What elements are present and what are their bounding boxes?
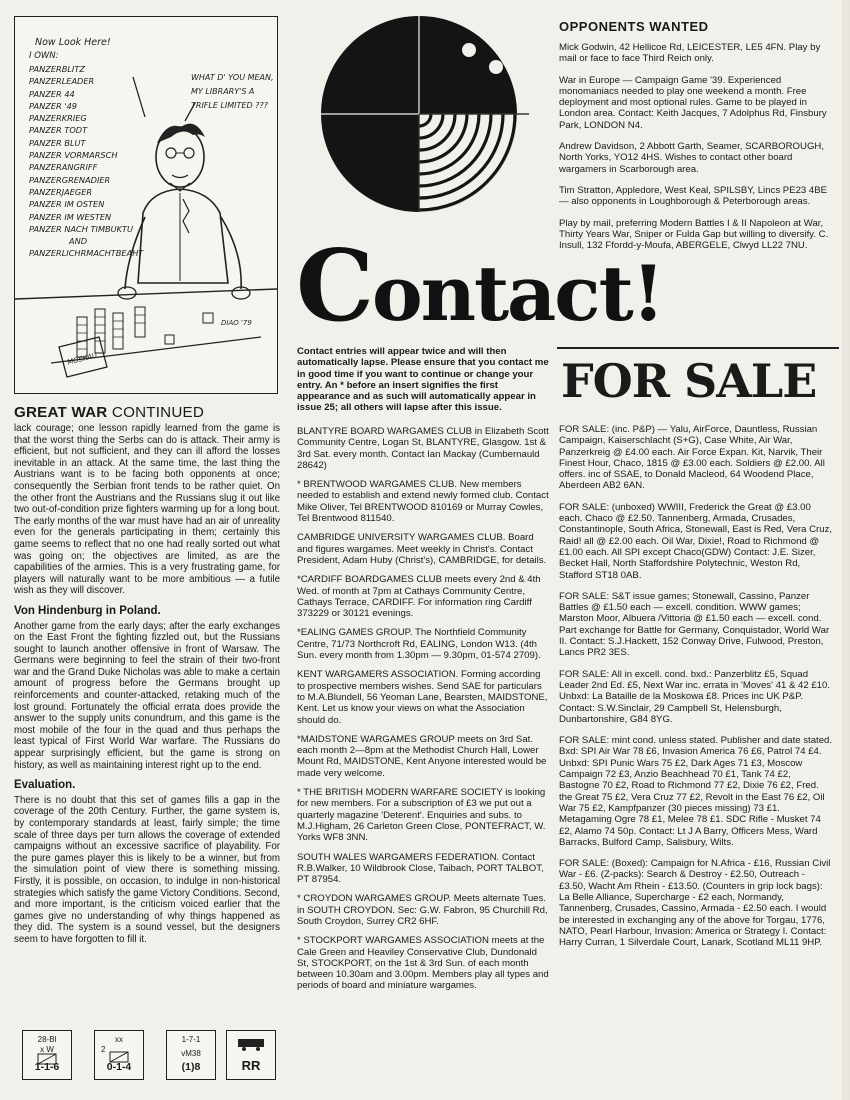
opponent-entry: Mick Godwin, 42 Hellicoe Rd, LEICESTER, LE5 4FN. Play by mail or face to face Third Reich only.	[559, 42, 821, 65]
cartoon-signature: DIAO '79	[221, 319, 252, 327]
cartoon-title-list	[29, 63, 143, 260]
for-sale-title: FOR SALE	[561, 354, 817, 408]
article-paragraph: There is no doubt that this set of games fills a gap in the coverage of the 20th Century. Further, the game system is, by contemporary standards at least, fairly simple; the time scale of three days per turn allows the coverage of extended campaigns without an excessive sacrifice of playability. For the pure games player this is likely to be a winner, but from the simulation point of view there is something missing. Firstly, it is possible, on occasion, to indulge in non-historical strategies which satisfy the game Victory Conditions. Second, and more important, is the criticism voiced earlier that the games give no understanding of why things happened as they did. The system is a sound vessel, but the designers seem to have forgotten to fill it.	[14, 794, 280, 945]
cartoon-title: PANZERLEADER	[29, 76, 95, 87]
for-sale-entry: FOR SALE: S&T issue games; Stonewall, Cassino, Panzer Battles @ £1.50 each — excell. condition. WWW games; Marston Moor, Albuera /Vittoria @ £1.50 each — excell. cond. Part exchange for Battle for Germany, Conquistador, World War II. Contact: S.J.Hackett, 152 Conway Drive, Fulwood, Preston, Lancs PR2 3ES.	[559, 590, 830, 659]
counter-top: xx	[115, 1035, 123, 1044]
cartoon-title: PANZER VORMARSCH	[29, 150, 118, 161]
counter-mid: x W	[40, 1045, 54, 1054]
section-divider	[557, 347, 839, 349]
counter-values: (1)8	[181, 1061, 201, 1073]
counter-values: 0-1-4	[106, 1061, 132, 1073]
great-war-article	[14, 423, 280, 955]
contact-entry: * STOCKPORT WARGAMES ASSOCIATION meets at the Cale Green and Heaviley Conservative Club, Dundonald St, STOCKPORT, on the 1st & 3rd Sun. of each month between 10.30am and 3.00pm. Members play all types and periods of board and miniature wargames.	[297, 935, 549, 992]
great-war-title-rest: CONTINUED	[107, 404, 204, 421]
contact-intro: Contact entries will appear twice and will then automatically lapse. Please ensure that you contact me in good time if you want to continue or change your entry. An * before an insert signifies the first appearance and as such will automatically appear in issue 25; all others will lapse after this issue.	[297, 346, 549, 414]
game-counter	[94, 1030, 144, 1080]
counter-examples	[14, 1030, 276, 1084]
contact-entry: CAMBRIDGE UNIVERSITY WARGAMES CLUB. Board and figures wargames. Meet weekly in Christ's. Contact President, Adam Huby (Christ's), CAMBRIDGE, for details.	[297, 532, 547, 566]
cartoon-title: PANZER TODT	[29, 125, 88, 136]
cartoon-heading: Now Look Here!	[35, 37, 111, 48]
opponent-entry: Andrew Davidson, 2 Abbott Garth, Seamer, SCARBOROUGH, North Yorks, YO12 4HS. Wishes to contact other board wargamers in Scarborough area.	[559, 141, 825, 175]
contact-entry: * CROYDON WARGAMES GROUP. Meets alternate Tues. in SOUTH CROYDON. Sec: G.W. Fabron, 95 Churchill Rd, South Croydon, Surrey CR2 6HF.	[297, 893, 548, 927]
cartoon-title: PANZER IM OSTEN	[29, 199, 105, 210]
cartoon-title: PANZER BLUT	[29, 137, 86, 148]
counter-mid: vM38	[181, 1049, 201, 1058]
counter-values: RR	[241, 1058, 261, 1073]
great-war-title	[14, 404, 276, 421]
contact-logo	[296, 229, 664, 344]
facing-page-edge	[842, 0, 850, 1100]
contact-logo-rest: ontact!	[372, 249, 664, 338]
contact-entry: * BRENTWOOD WARGAMES CLUB. New members needed to establish and extend newly formed club. Contact Mike Oliver, Tel BRENTWOOD 810169 or Murray Cowles, Tel Brentwood 811540.	[297, 479, 549, 525]
book-label: MOSKAU	[66, 351, 99, 367]
counter-top: 28-Bl	[37, 1035, 57, 1044]
cartoon-title: PANZERKRIEG	[29, 113, 87, 124]
for-sale-entry: FOR SALE: (unboxed) WWIII, Frederick the Great @ £3.00 each. Chaco @ £2.50. Tannenberg, Armada, Crusades, Constantinople, South Africa, Stonewall, East is Red, Vera Cruz, Raid! all @ £2.00 each. Oil War, Dixie!, Road to Richmond @ £1.00 each. All SPI except Chaco(GDW) Contact: J.E. Sizer, Becket Hall, North Staffordshire Polytechnic, Weston Rd, Stafford ST18 0AB.	[559, 501, 833, 581]
cartoon-illustration	[14, 16, 278, 394]
game-counter	[22, 1030, 72, 1080]
cartoon-title: PANZER 44	[29, 88, 75, 99]
great-war-title-bold: GREAT WAR	[14, 404, 108, 421]
train-icon	[236, 1037, 266, 1051]
cartoon-title: PANZERANGRIFF	[29, 162, 98, 173]
cartoon-title: PANZERBLITZ	[29, 64, 85, 74]
cartoon-own: I OWN:	[29, 51, 59, 61]
cartoon-title: PANZER '49	[29, 100, 77, 111]
cartoon-speech	[191, 71, 274, 113]
for-sale-listings	[559, 424, 834, 958]
article-subheading: Von Hindenburg in Poland.	[14, 604, 161, 617]
speech-line: MY LIBRARY'S A	[191, 87, 255, 96]
counter-mid: 2	[101, 1045, 106, 1054]
radar-illustration	[297, 14, 542, 214]
game-counter	[166, 1030, 216, 1080]
speech-line: TRIFLE LIMITED ???	[191, 101, 268, 110]
cartoon-title: PANZERGRENADIER	[29, 174, 111, 185]
cartoon-title: AND	[69, 236, 88, 247]
contact-logo-initial: C	[296, 229, 372, 344]
contact-entry: *MAIDSTONE WARGAMES GROUP meets on 3rd Sat. each month 2—8pm at the Methodist Church Hall, Lower Mount Rd, MAIDSTONE, Kent Anyone interested would be made very welcome.	[297, 733, 547, 779]
cartoon-title: PANZER NACH TIMBUKTU	[29, 223, 133, 234]
opponents-listings	[559, 42, 834, 261]
opponent-entry: Play by mail, preferring Modern Battles I & II Napoleon at War, Thirty Years War, Sniper or Fulda Gap but willing to diversify. C. Insull, 132 Ffordd-y-Moufa, ABERGELE, Clwyd LL22 7NU.	[559, 217, 829, 252]
contact-entry: KENT WARGAMERS ASSOCIATION. Forming according to prospective members wishes. Send SAE for particulars to M.A.Blundell, 56 Yeoman Lane, Bearsten, MAIDSTONE, Kent. Let us know your views on what the Association should do.	[297, 669, 548, 726]
for-sale-entry: FOR SALE: (Boxed): Campaign for N.Africa - £16, Russian Civil War - £6. (Z-packs): Search & Destroy - £2.50, Outreach - £3.50, Wacht Am Rhein - £13.50. (Counters in grip lock bags): La Belle Alliance, Supercharge - £2 each, Normandy, Tannenberg, Crusades, Cassino, Armada - £2.50 each. I would be interested in exchanging any of the above for Torgau, 1776, NATO, Pearl Harbour, Invasion: America or Strategy I. Contact: Harry Curran, 1 Silverdale Court, Lanark, Scotland ML11 9HP.	[559, 858, 831, 949]
contact-entry: *EALING GAMES GROUP. The Northfield Community Centre, 71/73 Northcroft Rd, EALING, London W13. (4th Sun. every month from 1.30pm — 9.30pm, 01-574 2709).	[297, 627, 541, 662]
opponents-wanted-title: OPPONENTS WANTED	[559, 19, 709, 34]
cartoon-title: PANZER IM WESTEN	[29, 211, 112, 222]
opponent-entry: War in Europe — Campaign Game '39. Experienced monomaniacs needed to play one weekend a month. Free deployment and most optional rules. Game to be played in London area. Contact: Keith Jacques, 7 Adolphus Rd, Finsbury Park, LONDON N4.	[559, 74, 827, 131]
cartoon-title: PANZERJAEGER	[29, 186, 93, 197]
article-subheading: Evaluation.	[14, 779, 76, 792]
counter-top: 1-7-1	[181, 1035, 201, 1044]
game-counter	[226, 1030, 276, 1080]
article-paragraph: lack courage; one lesson rapidly learned from the game is that the worst thing the Serbs can do is attack. Their army is efficient, but not sufficient, and they can ill afford the losses inevitable in an attack. At the same time, the last thing the Austrians want is to be facing both opponents at once; consequently the Serbian front tends to be rather quiet. On the other front the Austrians and the Russians slug it out like two out-of-condition prize fighters warming up for a long bout. The early months of the war must have had an air of unreality even for the generals participating in them; certainly this game seems to reflect that no one had really sorted out what was going on; the objectives are limited, as are the capabilities of the armies. This is a very frustrating game, for players will naturally want to be more ambitious — a futile wish as they will discover.	[14, 423, 280, 597]
article-paragraph: Another game from the early days; after the early exchanges on the East Front the fighting fizzled out, but the Russians sought to launch another offensive in front of Warsaw. The Germans were beginning to feel the strain of their two-front war and the Grand Duke Nicholas was able to make a certain amount of progress before the Germans brought up reinforcements and counter-attacked, retaking much of the lost ground. Fortunately the official errata does provide the answer to the supply units conundrum, and this game is the most mobile of the four in the quad and thus perhaps the least typical of First World War warfare. The Russians do appear surprisingly efficient, but the game is strong on history, as well as maintaining interest right up to the end.	[14, 620, 280, 771]
for-sale-entry: FOR SALE: mint cond. unless stated. Publisher and date stated. Bxd: SPI Air War 78 £6, Invasion America 76 £6, Patrol 74 £4. Unbxd: SPI Punic Wars 75 £2, Dark Ages 71 £3, Moscow Campaign 72 £3, Anzio Beachhead 70 £1, Tank 74 £2, Bastogne 70 £2, Road to Richmond 77 £2, Dixie 76 £2, Fred. the Great 75 £2, Vera Cruz 77 £2, Revolt in the East 76 £2, Oil War 75 £2, Kampfpanzer (30 pieces missing) 73 £1. Metagaming Ogre 78 £1, Melee 78 £1. SDC Rifle - Musket 74 £2, Alamo 74 50p. Contact: Lt J A Barry, Officers Mess, Ward Barracks, Bulford Camp, Salisbury, Wilts.	[559, 735, 833, 848]
opponent-entry: Tim Stratton, Appledore, West Keal, SPILSBY, Lincs PE23 4BE — also opponents in Loughborough & Peterborough areas.	[559, 184, 828, 208]
contact-entry: BLANTYRE BOARD WARGAMES CLUB in Elizabeth Scott Community Centre, Logan St, BLANTYRE, Glasgow. 1st & 3rd Sat. every month. Contact Ian Mackay (Cumbernauld 28642)	[297, 426, 549, 471]
for-sale-entry: FOR SALE: (inc. P&P) — Yalu, AirForce, Dauntless, Russian Campaign, Kaiserschlacht (S+G), Case White, Air War, Panzerkreig @ £4.00 each. Air Force Expan. Kit, Narvik, Their Finest Hour, Chaco, 1815 @ £3.00 each. Soldiers @ £2.00. All offers. inc of SSAE, to Donald Macleod, 64 Woodend Place, Aberdeen AB2 6AN.	[559, 424, 825, 492]
contact-entry: * THE BRITISH MODERN WARFARE SOCIETY is looking for new members. For a subscription of £3 we put out a quarterly magazine 'Deterent'. Enquiries and subs. to M.J.Higham, 26 Carleton Green Close, PONTEFRACT, W. Yorks WF8 3NN.	[297, 787, 546, 844]
counter-values: 1-1-6	[34, 1061, 60, 1073]
speech-line: WHAT D' YOU MEAN,	[191, 73, 274, 82]
contact-entry: *CARDIFF BOARDGAMES CLUB meets every 2nd & 4th Wed. of month at 7pm at Cathays Community Centre, Cathays Terrace, CARDIFF. For information ring Cardiff 373229 or 30121 evenings.	[297, 574, 541, 620]
for-sale-entry: FOR SALE: All in excell. cond. bxd.: Panzerblitz £5, Squad Leader 2nd Ed. £5, Next War inc. errata in 'Moves' 41 & 42 £10. Unbxd: La Bataille de la Moskowa £8. Prices inc UK P&P. Contact: S.W.Sinclair, 29 Campbell St, Helensburgh, Dunbartonshire, G84 8YG.	[559, 668, 831, 725]
contact-entry: SOUTH WALES WARGAMERS FEDERATION. Contact R.B.Walker, 10 Wildbrook Close, Taibach, PORT TALBOT, PT 87954.	[297, 851, 544, 886]
contact-listings	[297, 426, 549, 1000]
cartoon-title: PANZERLICHRMACHTBEAHT	[29, 248, 144, 259]
